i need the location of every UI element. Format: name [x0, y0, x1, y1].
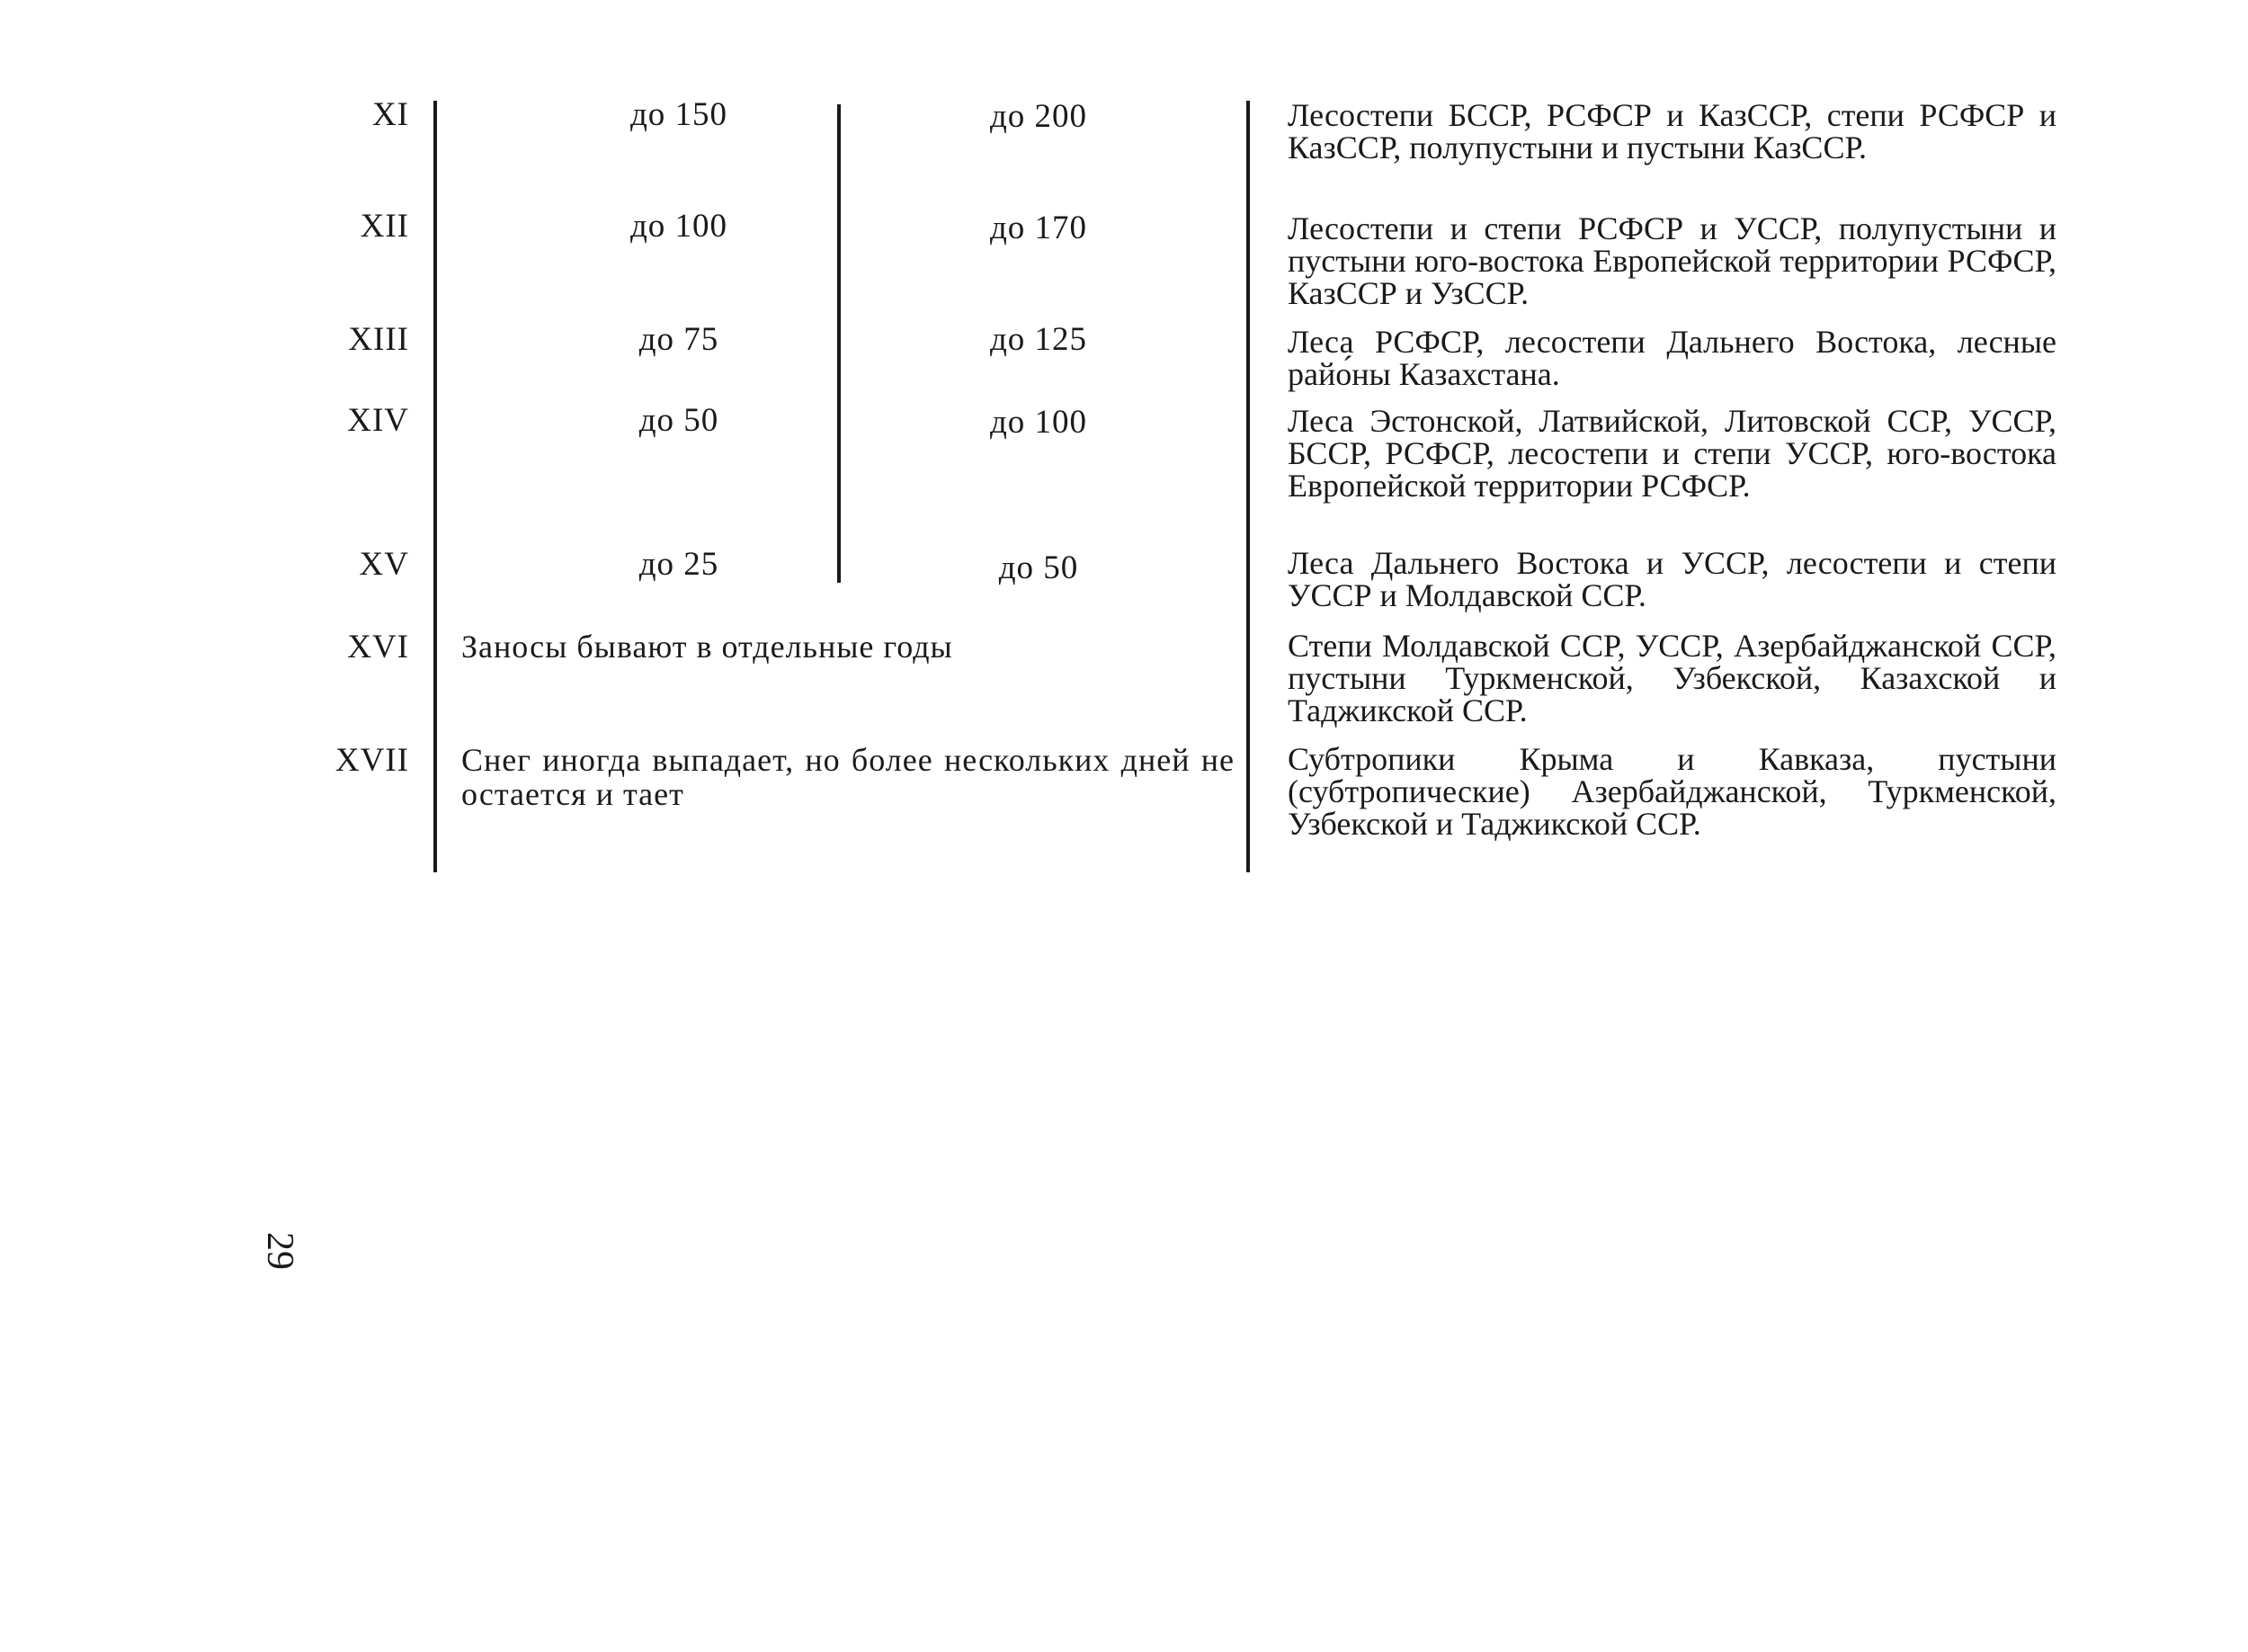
zone-number: XI — [371, 96, 409, 133]
zone-number: XVI — [347, 629, 409, 665]
zone-number: XV — [359, 546, 409, 583]
region-description: Субтропики Крыма и Кавказа, пустыни (субтропические) Азербайджанской, Туркменской, Узбекской и Таджикской ССР. — [1288, 741, 2056, 842]
snow-volume-value: до 50 — [638, 402, 719, 439]
region-description: Леса Эстонской, Латвийской, Литовской ССР, УССР, БССР, РСФСР, лесостепи и степи УССР, юго-востока Европейской территории РСФСР. — [1288, 403, 2056, 504]
column-rule-1 — [433, 101, 437, 872]
page-number: 29 — [259, 1232, 300, 1270]
column-rule-2 — [837, 104, 841, 583]
snow-volume-value: до 125 — [989, 321, 1088, 358]
region-description: Лесостепи БССР, РСФСР и КазССР, степи РСФСР и КазССР, полупустыни и пустыни КазССР. — [1288, 97, 2056, 165]
zone-number: XIII — [348, 321, 409, 358]
region-description: Леса Дальнего Востока и УССР, лесостепи и степи УССР и Молдавской ССР. — [1288, 545, 2056, 613]
snow-volume-value: до 50 — [998, 549, 1079, 586]
snow-note: Заносы бывают в отдельные годы — [461, 629, 953, 665]
column-rule-3 — [1246, 101, 1250, 872]
snow-volume-value: до 25 — [638, 546, 719, 583]
zone-number: XIV — [347, 402, 409, 439]
snow-volume-value: до 200 — [989, 98, 1088, 135]
region-description: Леса РСФСР, лесостепи Дальнего Востока, лесные райо́ны Казахстана. — [1288, 324, 2056, 392]
snow-volume-value: до 100 — [989, 404, 1088, 441]
region-description: Лесостепи и степи РСФСР и УССР, полупустыни и пустыни юго-востока Европейской территории РСФСР, КазССР и УзССР. — [1288, 210, 2056, 311]
zone-number: XII — [360, 208, 409, 245]
zone-number: XVII — [335, 742, 409, 779]
snow-volume-value: до 150 — [629, 96, 728, 133]
snow-volume-value: до 75 — [638, 321, 719, 358]
snow-volume-value: до 100 — [629, 208, 728, 245]
snow-volume-value: до 170 — [989, 210, 1088, 246]
snow-note: Снег иногда выпадает, но более нескольких дней не остается и тает — [461, 742, 1235, 812]
region-description: Степи Молдавской ССР, УССР, Азербайджанской ССР, пустыни Туркменской, Узбекской, Казахской и Таджикской ССР. — [1288, 628, 2056, 728]
